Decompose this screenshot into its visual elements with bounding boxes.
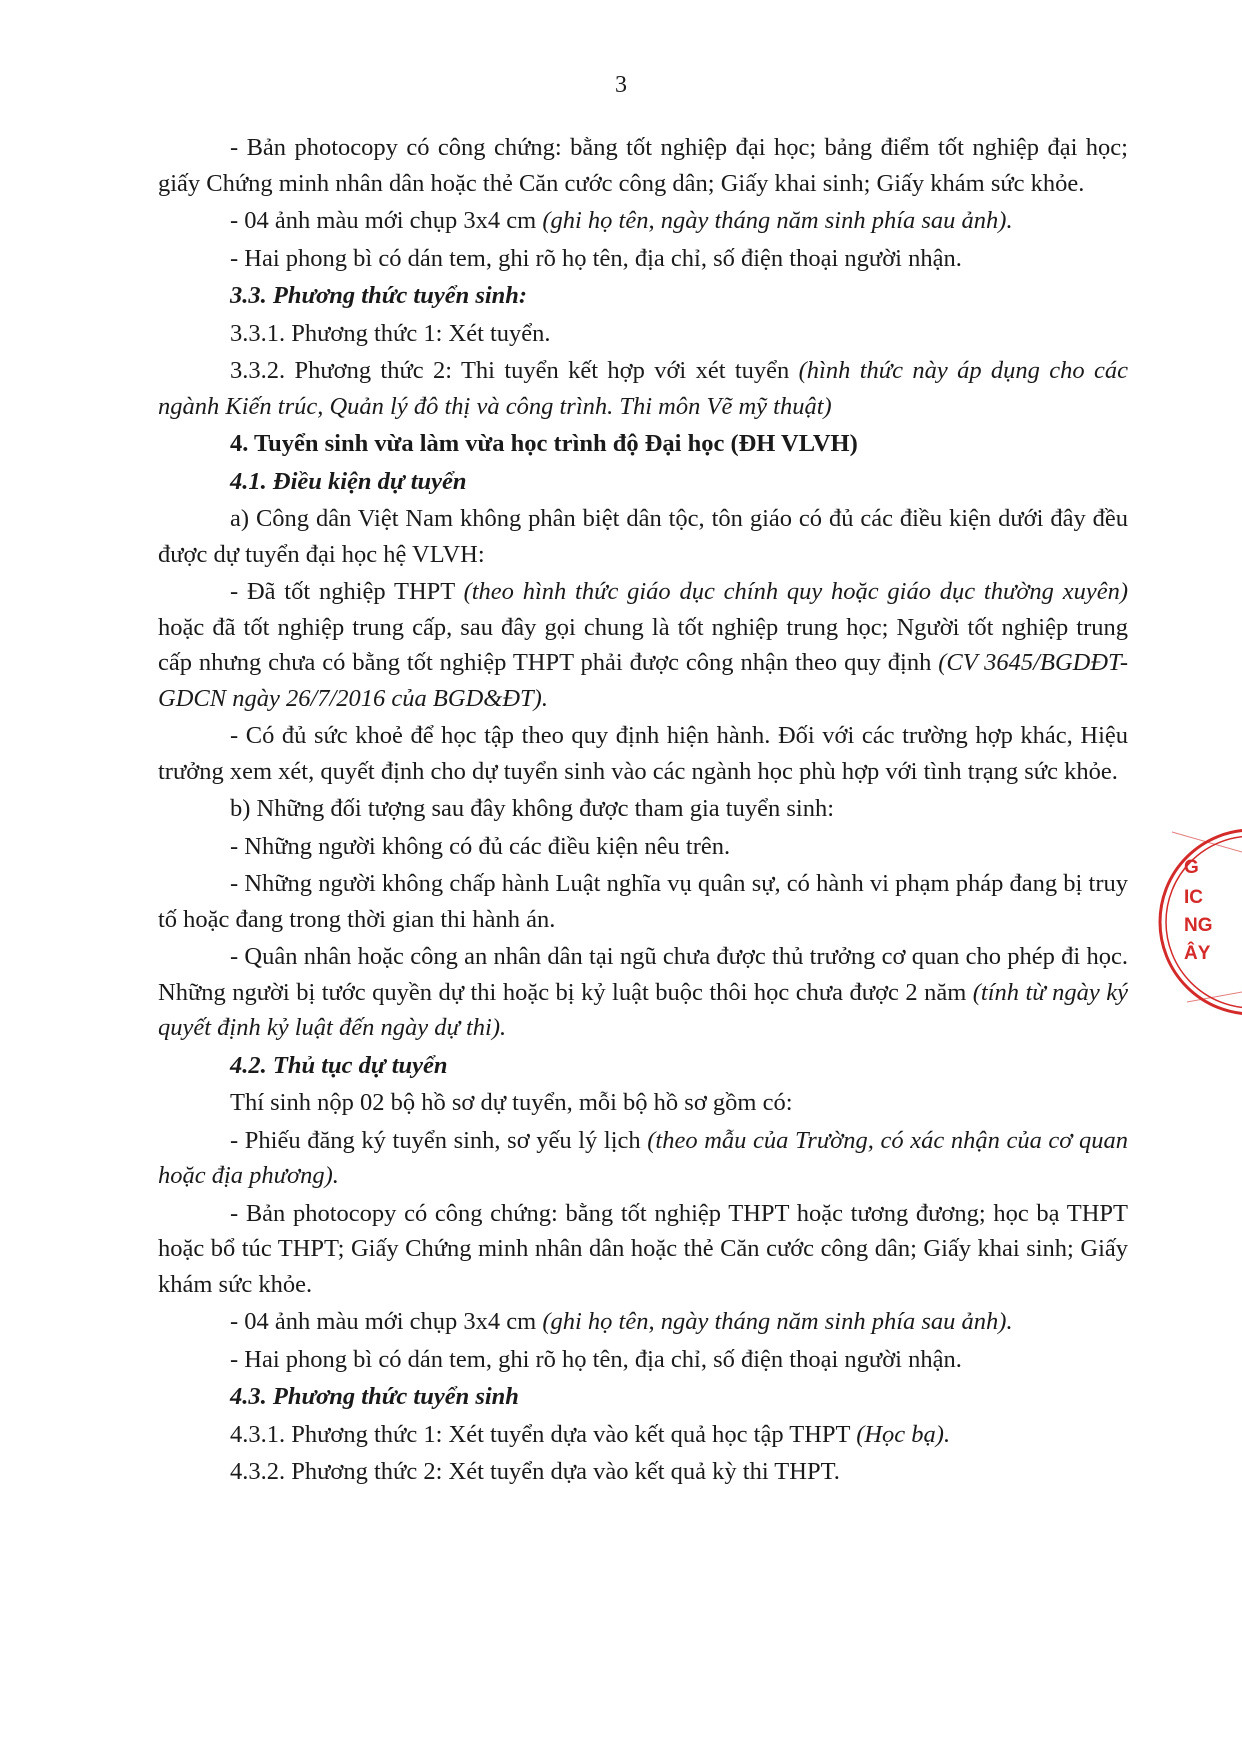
italic-text: (ghi họ tên, ngày tháng năm sinh phía sau ảnh). bbox=[542, 207, 1013, 234]
italic-text: (theo hình thức giáo dục chính quy hoặc giáo dục thường xuyên) bbox=[463, 578, 1128, 605]
text-segment: 3.3.2. Phương thức 2: Thi tuyển kết hợp với xét tuyển bbox=[230, 357, 799, 384]
section-heading bbox=[158, 426, 1128, 462]
italic-text: (hình thức này áp dụng cho các ngành Kiến trúc, Quản lý đô thị và công trình. Thi môn Vẽ mỹ thuật) bbox=[158, 357, 1128, 420]
text-segment: Thí sinh nộp 02 bộ hồ sơ dự tuyển, mỗi bộ hồ sơ gồm có: bbox=[230, 1089, 793, 1116]
text-segment: - Bản photocopy có công chứng: bằng tốt nghiệp đại học; bảng điểm tốt nghiệp đại học; giấy Chứng minh nhân dân hoặc thẻ Căn cước công dân; Giấy khai sinh; Giấy khám sức khỏe. bbox=[158, 134, 1128, 197]
text-segment: 4.1. Điều kiện dự tuyển bbox=[230, 467, 467, 495]
paragraph bbox=[158, 1454, 1128, 1490]
paragraph bbox=[158, 1342, 1128, 1378]
paragraph bbox=[158, 501, 1128, 572]
text-segment: 4.3. Phương thức tuyển sinh bbox=[230, 1383, 519, 1410]
text-segment: hoặc đã tốt nghiệp trung cấp, sau đây gọi chung là tốt nghiệp trung học; Người tốt nghiệp trung cấp nhưng chưa có bằng tốt nghiệp THPT phải được công nhận theo quy định bbox=[158, 613, 1128, 676]
text-segment: - Đã tốt nghiệp THPT bbox=[230, 578, 464, 605]
section-heading bbox=[158, 278, 1128, 314]
red-seal-stamp bbox=[1132, 812, 1242, 1032]
text-segment: 4.2. Thủ tục dự tuyển bbox=[230, 1051, 448, 1079]
page-number: 3 bbox=[615, 72, 627, 98]
section-heading bbox=[158, 464, 1128, 500]
paragraph bbox=[158, 866, 1128, 937]
text-segment: - Quân nhân hoặc công an nhân dân tại ngũ chưa được thủ trưởng cơ quan cho phép đi học. Những người bị tước quyền dự thi hoặc bị kỷ luật buộc thôi học chưa được 2 năm bbox=[158, 943, 1128, 1006]
document-body bbox=[158, 130, 1128, 1492]
text-segment: - 04 ảnh màu mới chụp 3x4 cm bbox=[230, 207, 543, 234]
paragraph bbox=[158, 130, 1128, 201]
paragraph bbox=[158, 353, 1128, 424]
italic-text: (ghi họ tên, ngày tháng năm sinh phía sau ảnh). bbox=[542, 1308, 1013, 1335]
stamp-fragment: NG bbox=[1184, 915, 1213, 936]
paragraph bbox=[158, 1085, 1128, 1121]
italic-text: (CV 3645/BGDĐT-GDCN ngày 26/7/2016 của BGD&ĐT). bbox=[158, 649, 1128, 712]
stamp-fragment: G bbox=[1184, 857, 1199, 878]
paragraph bbox=[158, 829, 1128, 865]
paragraph bbox=[158, 574, 1128, 716]
text-segment: - Phiếu đăng ký tuyển sinh, sơ yếu lý lịch bbox=[230, 1126, 648, 1154]
text-segment: - Những người không chấp hành Luật nghĩa vụ quân sự, có hành vi phạm pháp đang bị truy tố hoặc đang trong thời gian thi hành án. bbox=[158, 870, 1128, 933]
text-segment: - 04 ảnh màu mới chụp 3x4 cm bbox=[230, 1308, 543, 1335]
text-segment: - Hai phong bì có dán tem, ghi rõ họ tên, địa chỉ, số điện thoại người nhận. bbox=[230, 244, 962, 272]
paragraph bbox=[158, 718, 1128, 789]
section-heading bbox=[158, 1048, 1128, 1084]
italic-text: (theo mẫu của Trường, có xác nhận của cơ quan hoặc địa phương). bbox=[158, 1126, 1128, 1189]
text-segment: a) Công dân Việt Nam không phân biệt dân tộc, tôn giáo có đủ các điều kiện dưới đây đều được dự tuyển đại học hệ VLVH: bbox=[158, 505, 1128, 568]
text-segment: b) Những đối tượng sau đây không được tham gia tuyển sinh: bbox=[230, 795, 834, 822]
text-segment: 4.3.2. Phương thức 2: Xét tuyển dựa vào kết quả kỳ thi THPT. bbox=[230, 1458, 840, 1485]
text-segment: 3.3.1. Phương thức 1: Xét tuyển. bbox=[230, 319, 551, 347]
paragraph bbox=[158, 316, 1128, 352]
italic-text: (tính từ ngày ký quyết định kỷ luật đến ngày dự thi). bbox=[158, 978, 1128, 1041]
text-segment: 4.3.1. Phương thức 1: Xét tuyển dựa vào kết quả học tập THPT bbox=[230, 1420, 857, 1448]
paragraph bbox=[158, 1304, 1128, 1340]
paragraph bbox=[158, 1196, 1128, 1303]
paragraph bbox=[158, 1417, 1128, 1453]
text-segment: 4. Tuyển sinh vừa làm vừa học trình độ Đại học (ĐH VLVH) bbox=[230, 430, 858, 457]
text-segment: - Có đủ sức khoẻ để học tập theo quy định hiện hành. Đối với các trường hợp khác, Hiệu trưởng xem xét, quyết định cho dự tuyển sinh vào các ngành học phù hợp với tình trạng sức khỏe. bbox=[158, 722, 1128, 785]
paragraph bbox=[158, 791, 1128, 827]
text-segment: - Bản photocopy có công chứng: bằng tốt nghiệp THPT hoặc tương đương; học bạ THPT hoặc bổ túc THPT; Giấy Chứng minh nhân dân hoặc thẻ Căn cước công dân; Giấy khai sinh; Giấy khám sức khỏe. bbox=[158, 1199, 1128, 1298]
paragraph bbox=[158, 1123, 1128, 1194]
text-segment: - Hai phong bì có dán tem, ghi rõ họ tên, địa chỉ, số điện thoại người nhận. bbox=[230, 1345, 962, 1373]
paragraph bbox=[158, 203, 1128, 239]
paragraph bbox=[158, 241, 1128, 277]
paragraph bbox=[158, 939, 1128, 1046]
stamp-fragment: IC bbox=[1184, 887, 1203, 908]
section-heading bbox=[158, 1379, 1128, 1415]
text-segment: 3.3. Phương thức tuyển sinh: bbox=[230, 282, 528, 309]
stamp-fragment: ÂY bbox=[1184, 943, 1211, 964]
italic-text: (Học bạ). bbox=[856, 1420, 951, 1448]
text-segment: - Những người không có đủ các điều kiện nêu trên. bbox=[230, 832, 731, 860]
